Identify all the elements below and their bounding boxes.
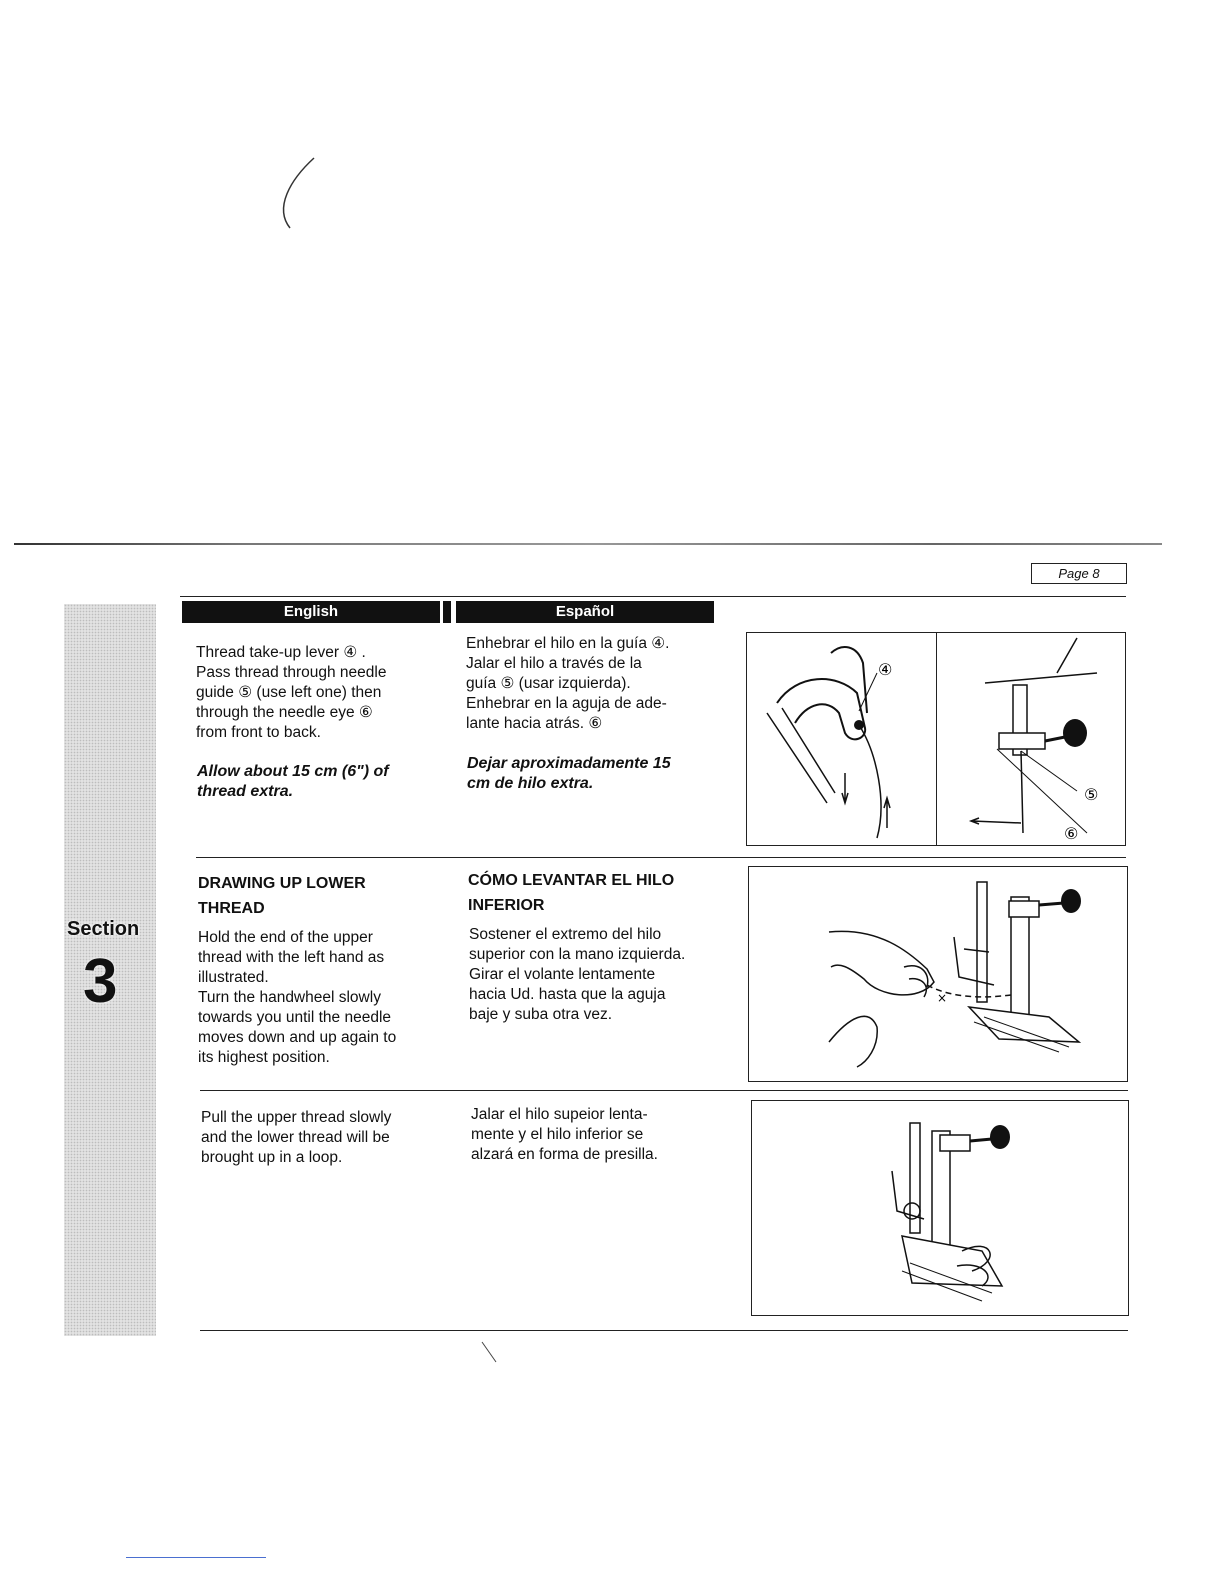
text-line: superior con la mano izquierda. <box>469 946 686 963</box>
block3-spanish-text <box>471 1105 721 1165</box>
text-line: illustrated. <box>198 969 269 986</box>
text-line: hacia Ud. hasta que la aguja <box>469 986 666 1003</box>
text-line: guía ⑤ (usar izquierda). <box>466 675 631 692</box>
block3-english-text <box>201 1108 451 1168</box>
text-line: Thread take-up lever ④ . <box>196 644 366 661</box>
text-line: towards you until the needle <box>198 1009 392 1026</box>
scan-divider <box>14 543 1162 545</box>
bottom-rule <box>200 1330 1128 1331</box>
text-line: from front to back. <box>196 724 321 741</box>
scan-line <box>126 1557 266 1558</box>
text-line: thread extra. <box>197 783 294 800</box>
take-up-lever-figure <box>746 632 937 846</box>
text-line: Turn the handwheel slowly <box>198 989 381 1006</box>
text-line: its highest position. <box>198 1049 330 1066</box>
heading-line: DRAWING UP LOWER <box>198 875 366 892</box>
pen-mark <box>270 150 330 240</box>
block1-english-text <box>196 643 446 743</box>
callout-4: ④ <box>878 660 893 679</box>
text-line: brought up in a loop. <box>201 1149 343 1166</box>
text-line: Pull the upper thread slowly <box>201 1109 392 1126</box>
text-line: Pass thread through needle <box>196 664 387 681</box>
text-line: Hold the end of the upper <box>198 929 373 946</box>
callout-5: ⑤ <box>1084 785 1099 804</box>
heading-line: INFERIOR <box>468 897 545 914</box>
needle-guide-figure <box>936 632 1126 846</box>
block-divider <box>200 1090 1128 1091</box>
block-divider <box>196 857 1126 858</box>
lower-thread-figure <box>748 866 1128 1082</box>
text-line: and the lower thread will be <box>201 1129 390 1146</box>
text-line: Girar el volante lentamente <box>469 966 656 983</box>
block1-english-note <box>197 762 447 802</box>
text-line: through the needle eye ⑥ <box>196 704 373 721</box>
heading-line: THREAD <box>198 900 265 917</box>
svg-text:×: × <box>937 991 948 1005</box>
text-line: baje y suba otra vez. <box>469 1006 613 1023</box>
callout-6: ⑥ <box>1064 824 1079 843</box>
header-divider <box>443 601 451 623</box>
text-line: Sostener el extremo del hilo <box>469 926 662 943</box>
heading-line: CÓMO LEVANTAR EL HILO <box>468 872 675 889</box>
text-line: Enhebrar en la aguja de ade- <box>466 695 667 712</box>
text-line: Dejar aproximadamente 15 <box>467 755 671 772</box>
block2-spanish-text <box>469 925 719 1025</box>
section-label: Section <box>67 918 140 940</box>
text-line: Enhebrar el hilo en la guía ④. <box>466 635 670 652</box>
text-line: mente y el hilo inferior se <box>471 1126 644 1143</box>
text-line: alzará en forma de presilla. <box>471 1146 658 1163</box>
block1-spanish-note <box>467 754 717 794</box>
text-line: Jalar el hilo a través de la <box>466 655 642 672</box>
english-header: English <box>182 601 440 623</box>
text-line: cm de hilo extra. <box>467 775 594 792</box>
section-number: 3 <box>83 947 118 1016</box>
text-line: guide ⑤ (use left one) then <box>196 684 382 701</box>
scan-mark <box>478 1340 502 1366</box>
block2-english-heading <box>198 871 366 921</box>
spanish-header: Español <box>456 601 714 623</box>
text-line: moves down and up again to <box>198 1029 397 1046</box>
top-rule <box>180 596 1126 597</box>
text-line: Jalar el hilo supeior lenta- <box>471 1106 648 1123</box>
block2-spanish-heading <box>468 868 674 918</box>
text-line: lante hacia atrás. ⑥ <box>466 715 603 732</box>
text-line: Allow about 15 cm (6") of <box>197 763 389 780</box>
text-line: thread with the left hand as <box>198 949 385 966</box>
thread-loop-figure <box>751 1100 1129 1316</box>
page-number: Page 8 <box>1031 563 1127 584</box>
block2-english-text <box>198 928 448 1068</box>
block1-spanish-text <box>466 634 716 734</box>
